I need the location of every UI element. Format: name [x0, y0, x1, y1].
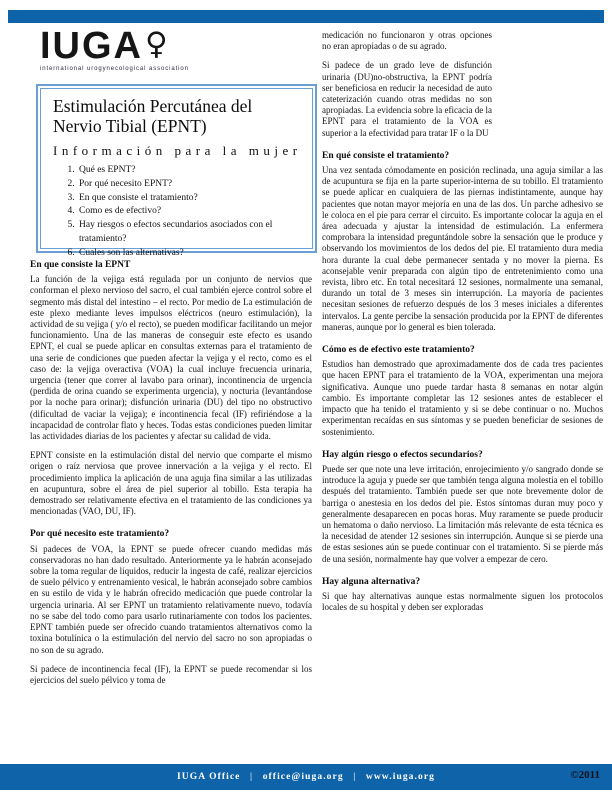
paragraph: Si padece de incontinencia fecal (IF), la EPNT se puede recomendar si los ejercicios del suelo pélvico y toma de [30, 663, 312, 685]
title-box-inner [40, 88, 313, 258]
title-box [36, 84, 317, 258]
section-heading-alternatives: Hay alguna alternativa? [322, 576, 421, 587]
list-item: 1. Qué es EPNT? [77, 164, 300, 178]
paragraph: Si padeces de VOA, la EPNT se puede ofrecer cuando medidas más conservadoras no han dado resultado. Anteriormente ya le habrán aconsejado sobre la toma regular de líquidos, reducir la ingesta de café, realizar ejercicios de suelo pélvico y entrenamiento vesical, le habrán aconsejado sobre cambios en su estilo de vida y le habrán ofrecido medicación que puede controlar la urgencia urinaria. Al ser EPNT un tratamiento relativamente nuevo, todavía no se sabe del todo como para usarlo rutinariamente con todos los pacientes. EPNT también puede ser ofrecido cuando tratamientos alternativos como la toxina botulínica o la estimulación del nervio del sacro no son apropiadas o no son de su agrado. [30, 543, 312, 655]
list-item: 3. En que consiste el tratamiento? [77, 192, 300, 206]
footer-website-link[interactable]: www.iuga.org [365, 772, 436, 782]
page-subtitle: Información para la mujer [53, 143, 302, 158]
paragraph: La función de la vejiga está regulada por un conjunto de nervios que conforman el plexo nervioso del sacro, el cual también ejerce control sobre el segmento más distal del intestino – el recto. Por medio de La estimulación de este plexo mediante leves impulsos eléctricos (neuro estimulación), la actividad de su vejiga ( y/o el recto), se pueden modificar facilitando un mejor funcionamiento. Una de las maneras de conseguir este efecto es usando EPNT, el cual se puede aplicar en consultas externas para el tratamiento de una serie de condiciones que pueden afectar la vejiga y el recto, como es el caso de: la vejiga overactiva (VOA) la cual incluye frecuencia urinaria, urgencia (tener que correr al lavabo para orinar), incontinencia de urgencia (perdida de orina cuando se experimenta urgencia), y nocturia (levantándose por la noche para orinar); disfunción urinaria (DU) del tipo no obstructivo (dificultad de vaciar la vejiga); e incontinencia fecal (IF) refiriéndose a la incapacidad de controlar flato y heces. Todas estas condiciones pueden limitar las actividades diarias de los pacientes y afectar su calidad de vida. [30, 274, 312, 442]
female-symbol-icon: ♀ [145, 26, 168, 62]
section-heading-treatment: En qué consiste el tratamiento? [322, 150, 450, 161]
copyright-text: ©2011 [570, 769, 600, 781]
footer-office-label: IUGA Office [176, 772, 241, 782]
logo-text: IUGA [40, 25, 143, 67]
list-item: 2. Por qué necesito EPNT? [77, 178, 300, 192]
list-item: 5. Hay riesgos o efectos secundarios asociados con el tratamiento? [77, 219, 300, 247]
footer-separator: | [250, 772, 254, 782]
footer-bar [0, 764, 612, 790]
paragraph: Estudios han demostrado que aproximadamente dos de cada tres pacientes que hacen EPNT para el tratamiento de la VOA, experimentan una mejora significativa. Aunque uno puede tardar hasta 8 semanas en notar algún cambio. Es importante completar las 12 sesiones antes de establecer el impacto que ha tenido el tratamiento y si se debe continuar o no. Muchos experimentan recaídas en sus síntomas y se pueden beneficiar de sesiones de sostenimiento. [322, 359, 603, 437]
footer-contact-line [177, 772, 435, 782]
paragraph: Si que hay alternativas aunque estas normalmente siguen los protocolos locales de su hospital y deben ser exploradas [322, 590, 603, 613]
list-item: 4. Como es de efectivo? [77, 205, 300, 219]
narrow-text-block [322, 30, 492, 139]
section-heading-what-is-epnt: En que consiste la EPNT [30, 260, 131, 270]
left-column [30, 260, 312, 694]
section-heading-why-treatment: Por qué necesito este tratamiento? [30, 529, 170, 540]
section-heading-effectiveness: Cómo es de efectivo este tratamiento? [322, 345, 475, 356]
page-title: Estimulación Percutánea del Nervio Tibial (EPNT) [53, 96, 253, 136]
section-heading-risks: Hay algún riesgo o efectos secundarios? [322, 449, 483, 460]
paragraph: Puede ser que note una leve irritación, enrojecimiento y/o sangrado donde se introduce la aguja y puede ser que también tenga alguna molestia en el tobillo después del tratamiento. También puede ser que note brevemente dolor de barriga o anestesia en los dedos del pie. Estos síntomas duran muy poco y generalmente desaparecen en pocas horas. Muy raramente se puede producir un hematoma o daño nervioso. La limitación más relevante de esta técnica es la necesidad de atender 12 sesiones sin interrupción. Aunque si se pierde una de estas sesiones aún se puede continuar con el tratamiento. Si se pierde más de una sesión, normalmente hay que volver a empezar de cero. [322, 463, 603, 564]
paragraph: Si padece de un grado leve de disfunción urinaria (DU)no-obstructiva, la EPNT podría ser beneficiosa en reducir la necesidad de auto cateterización cuando otras medidas no son apropiadas. La evidencia sobre la eficacia de la EPNT para el tratamiento de la VOA es superior a la efectividad para tratar IF o la DU [322, 60, 492, 138]
paragraph: medicación no funcionaron y otras opciones no eran apropiadas o de su agrado. [322, 30, 492, 52]
right-column [322, 30, 603, 621]
footer-email-link[interactable]: office@iuga.org [262, 772, 344, 782]
logo-caption: international urogynecological association [40, 66, 189, 72]
paragraph: Una vez sentada cómodamente en posición reclinada, una aguja similar a las de acupuntura se fija en la parte superior-interna de su tobillo. El tratamiento se puede aplicar en cualquiera de las piernas indistintamente, aunque hay pacientes que notan mayor mejoría en una de las dos. Un parche adhesivo se le coloca en el pie para cerrar el circuito. Es importante colocar la aguja en el área adecuada y ajustar la intensidad de estimulación. La enfermera comprobara la intensidad preguntándole sobre la sensación que le produce y observando los movimientos de los dedos del pie. El tratamiento dura media hora durante la cual debe permanecer sentada y no mover la pierna. Es aconsejable venir preparada con algún tipo de entretenimiento como una revista, libro etc. En total necesitará 12 sesiones, normalmente una semanal, durando un total de 3 meses sin interrupción. La mayoría de pacientes necesitan sesiones de refuerzo después de los 3 meses iniciales a diferentes intervalos. La gente percibe la sensación producida por la EPNT de diferentes maneras, aunque por lo general es bien tolerada. [322, 165, 603, 332]
footer-separator: | [353, 772, 357, 782]
list-item: 6. Cuales son las alternativas? [77, 247, 300, 261]
top-accent-bar [8, 10, 604, 23]
info-question-list [77, 164, 300, 261]
paragraph: EPNT consiste en la estimulación distal del nervio que comparte el mismo origen o raíz nerviosa que provee innervación a la vejiga y el recto. El procedimiento implica la aplicación de una aguja fina similar a las utilizadas en acupuntura, sobre el área de piel superior al tobillo. Esta terapia ha demostrado ser relativamente efectiva en el tratamiento de las condiciones ya mencionadas (VAO, DU, IF). [30, 450, 312, 517]
iuga-logo [40, 26, 270, 72]
